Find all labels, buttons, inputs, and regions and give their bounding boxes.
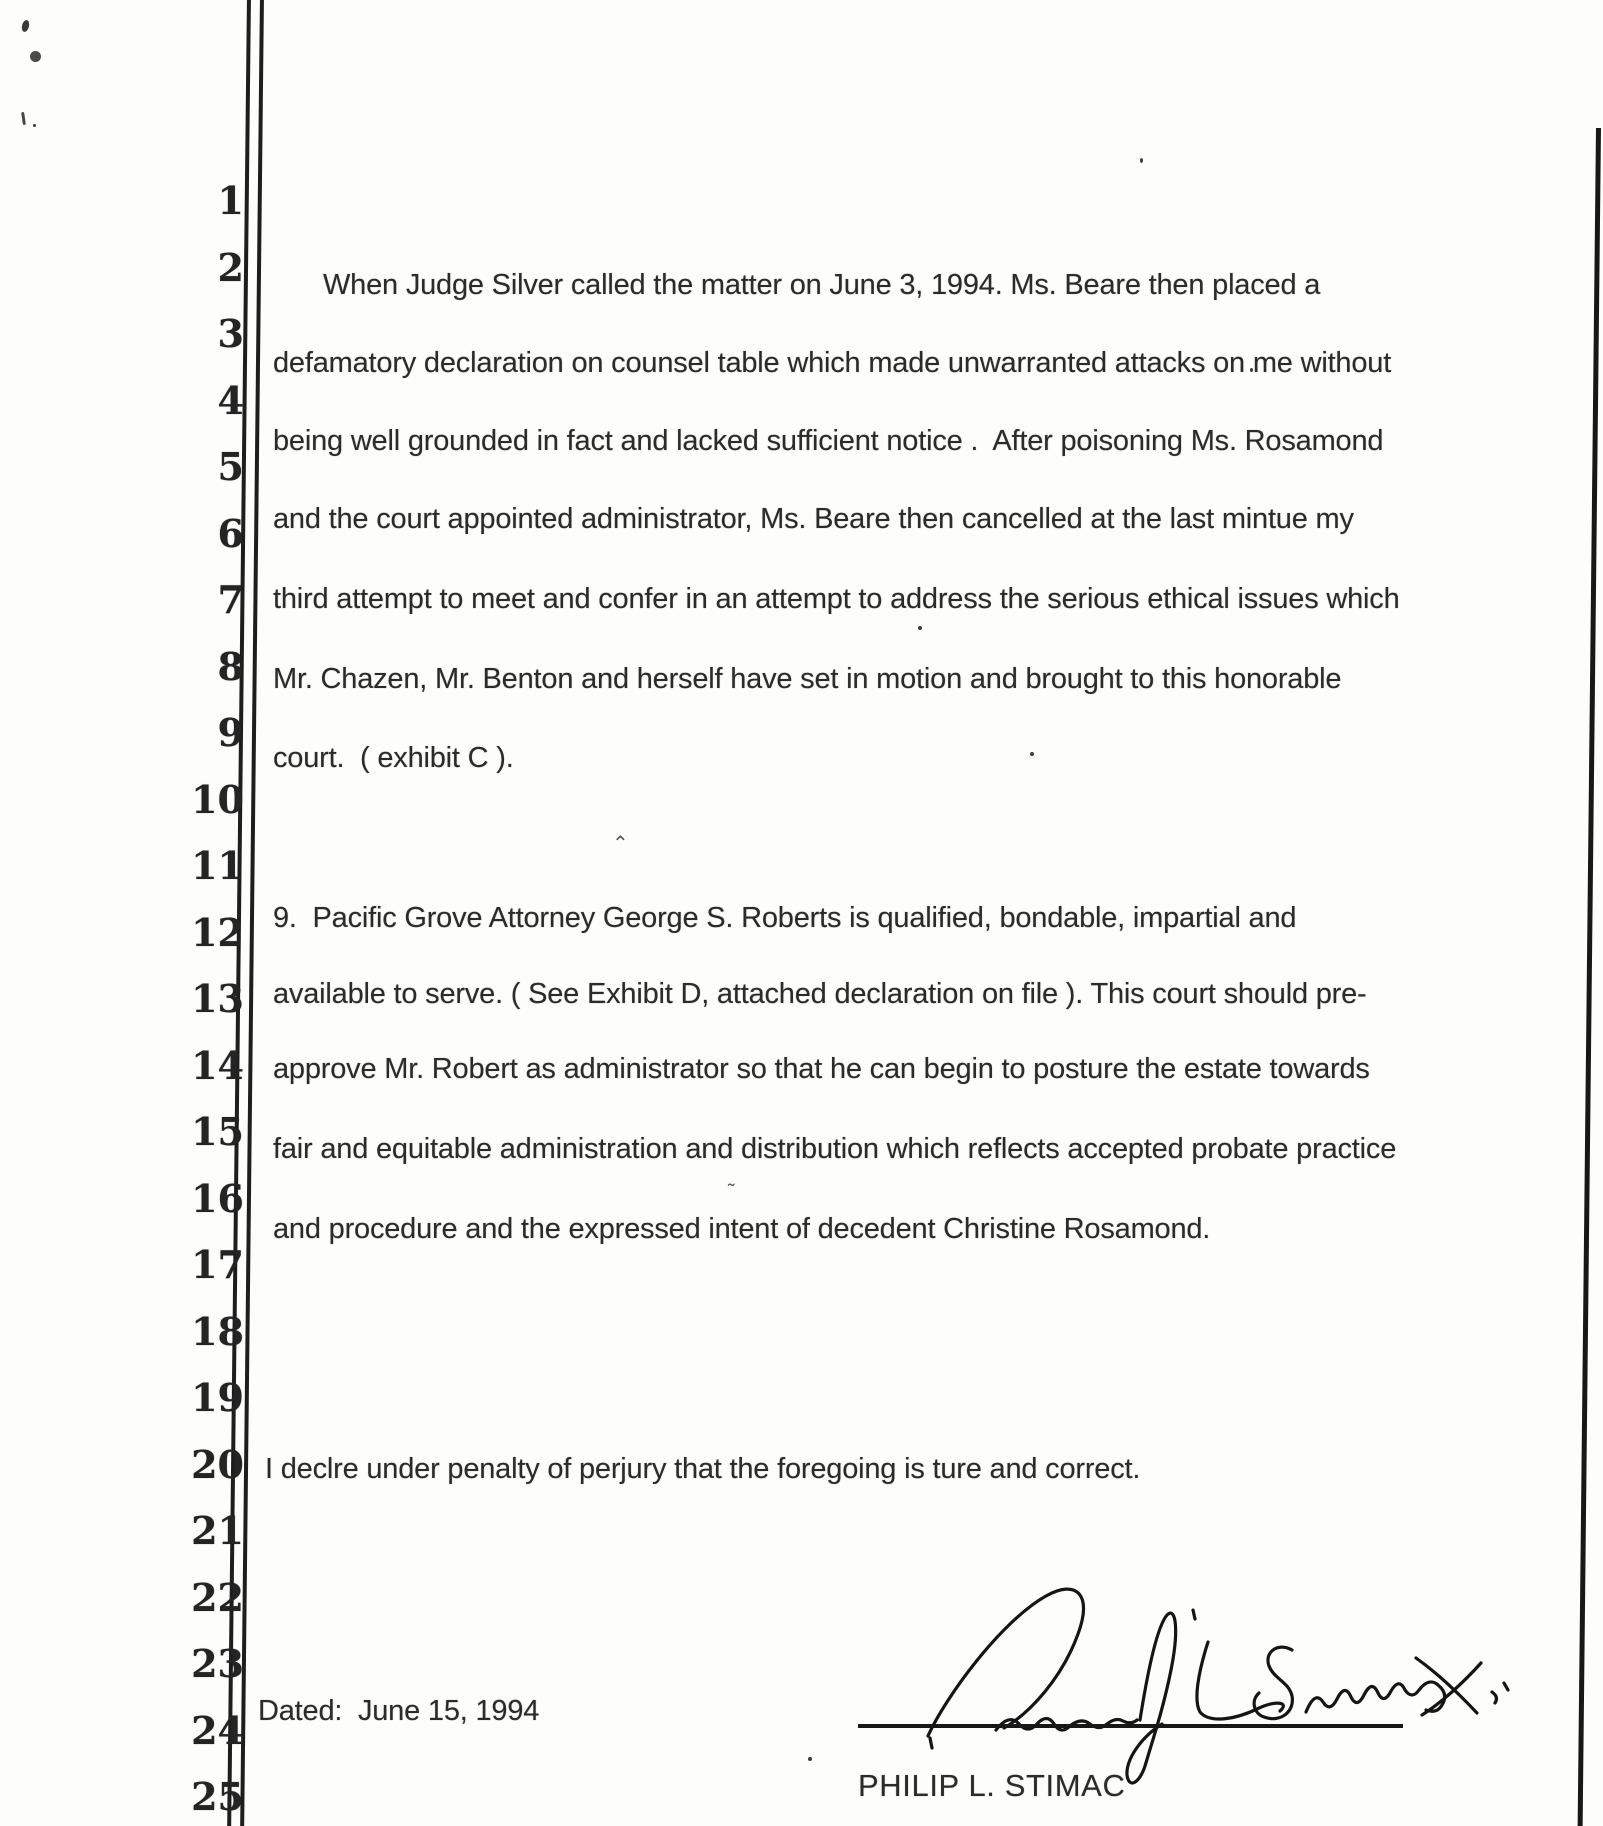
paragraph1-line-3: being well grounded in fact and lacked sufficient notice . After poisoning Ms. Rosamond — [273, 425, 1384, 457]
scan-speck — [1030, 752, 1034, 756]
line-number-13: 13 — [191, 976, 244, 1021]
line-number-1: 1 — [217, 178, 244, 223]
line-number-21: 21 — [191, 1508, 244, 1553]
line-number-9: 9 — [217, 710, 244, 755]
line-number-12: 12 — [191, 910, 244, 955]
line-number-23: 23 — [191, 1641, 244, 1686]
line-number-2: 2 — [217, 245, 244, 290]
scan-speck — [33, 124, 36, 127]
line-number-4: 4 — [217, 378, 244, 423]
line-number-8: 8 — [217, 644, 244, 689]
line-number-7: 7 — [217, 577, 244, 622]
line-number-25: 25 — [191, 1774, 244, 1819]
scan-speck — [30, 51, 41, 62]
line-number-24: 24 — [191, 1708, 244, 1753]
line-number-6: 6 — [217, 511, 244, 556]
paragraph1-line-6: Mr. Chazen, Mr. Benton and herself have set in motion and brought to this honorable — [273, 663, 1342, 695]
scan-stray-mark: ˜ — [728, 1181, 735, 1203]
signature-rule — [858, 1724, 1403, 1728]
paragraph2-line-1: 9. Pacific Grove Attorney George S. Roberts is qualified, bondable, impartial and — [273, 902, 1297, 934]
paragraph1-line-4: and the court appointed administrator, Ms. Beare then cancelled at the last mintue my — [273, 503, 1354, 535]
signatory-name: PHILIP L. STIMAC — [858, 1768, 1126, 1803]
paragraph2-line-2: available to serve. ( See Exhibit D, attached declaration on file ). This court should pre- — [273, 978, 1367, 1010]
line-number-19: 19 — [191, 1375, 244, 1420]
paragraph2-line-4: fair and equitable administration and distribution which reflects accepted probate practice — [273, 1133, 1397, 1165]
paragraph1-line-7: court. ( exhibit C ). — [273, 742, 514, 774]
line-number-5: 5 — [217, 444, 244, 489]
line-number-22: 22 — [191, 1575, 244, 1620]
paragraph1-line-2: defamatory declaration on counsel table which made unwarranted attacks on me without — [273, 347, 1392, 379]
scan-speck — [1140, 158, 1143, 163]
paragraph1-line-5: third attempt to meet and confer in an attempt to address the serious ethical issues which — [273, 583, 1400, 615]
line-number-16: 16 — [191, 1176, 244, 1221]
scan-stray-mark: ⌃ — [612, 833, 629, 855]
dated-line: Dated: June 15, 1994 — [258, 1695, 540, 1727]
line-number-15: 15 — [191, 1109, 244, 1154]
scan-speck — [21, 112, 26, 125]
scan-speck — [808, 1757, 812, 1761]
right-margin-rule — [1577, 128, 1601, 1826]
line-number-3: 3 — [217, 311, 244, 356]
line-number-17: 17 — [191, 1242, 244, 1287]
paragraph1-line-1: When Judge Silver called the matter on June 3, 1994. Ms. Beare then placed a — [323, 269, 1321, 301]
scan-speck — [21, 19, 31, 32]
line-number-14: 14 — [191, 1043, 244, 1088]
line-number-11: 11 — [191, 843, 244, 888]
paragraph2-line-5: and procedure and the expressed intent of decedent Christine Rosamond. — [273, 1213, 1211, 1245]
paragraph2-line-3: approve Mr. Robert as administrator so that he can begin to posture the estate towards — [273, 1053, 1370, 1085]
line-number-18: 18 — [191, 1309, 244, 1354]
line-number-20: 20 — [191, 1442, 244, 1487]
perjury-statement: I declre under penalty of perjury that the foregoing is ture and correct. — [265, 1453, 1141, 1485]
line-number-10: 10 — [191, 777, 244, 822]
scan-speck — [918, 626, 922, 630]
